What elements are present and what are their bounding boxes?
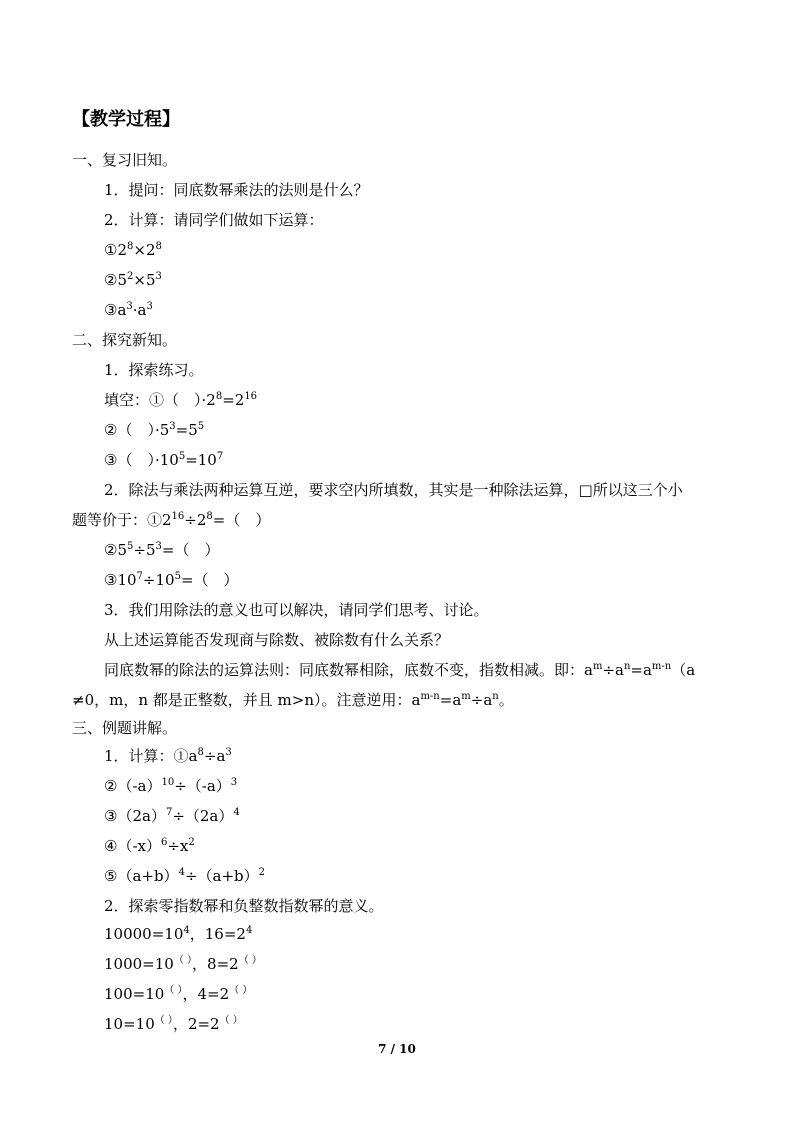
text-segment: ÷a [602, 661, 624, 679]
text-line [104, 836, 195, 856]
text-segment: ·a [132, 301, 147, 319]
exponent: （ ） [229, 985, 253, 996]
text-segment: 100=10 [104, 985, 165, 1003]
exponent: 3 [126, 301, 133, 312]
text-segment: ②5 [104, 271, 127, 289]
text-segment: ③（ ）·10 [104, 451, 179, 469]
exponent: 4 [183, 925, 190, 936]
text-segment: =10 [185, 451, 217, 469]
text-segment: 10000=10 [104, 925, 184, 943]
exponent: 6 [160, 837, 168, 848]
exponent: 5 [174, 571, 181, 582]
text-line [104, 806, 240, 826]
text-segment: ×2 [133, 241, 156, 259]
text-line [104, 570, 239, 590]
text-segment: ②（ ）·5 [104, 421, 170, 439]
text-segment: ，8=2 [192, 955, 239, 973]
exponent: m-n [651, 661, 672, 672]
exponent: 3 [146, 301, 153, 312]
exponent: m [592, 661, 603, 672]
exponent: 7 [216, 451, 224, 462]
text-line [104, 776, 237, 796]
exponent: 5 [178, 451, 186, 462]
text-line [72, 150, 177, 170]
exponent: 16 [244, 391, 258, 402]
text-line [104, 180, 369, 200]
text-segment: =（ ） [212, 511, 271, 529]
text-segment: ③（2a） [104, 807, 166, 825]
text-segment: 2．计算：请同学们做如下运算： [104, 211, 324, 229]
text-segment: ①2 [104, 241, 127, 259]
exponent: 2 [258, 867, 265, 878]
text-segment: =（ ） [161, 541, 220, 559]
text-line [104, 746, 232, 766]
text-segment: 从上述运算能否发现商与除数、被除数有什么关系？ [104, 631, 450, 649]
text-segment: ②5 [104, 541, 127, 559]
text-segment: ÷2 [184, 511, 207, 529]
exponent: 7 [136, 571, 143, 582]
text-line [104, 954, 262, 974]
exponent: 8 [127, 241, 134, 252]
text-segment: ，2=2 [172, 1015, 220, 1033]
text-line [104, 450, 223, 470]
text-segment: ÷（-a） [174, 777, 231, 795]
text-segment: 10=10 [104, 1015, 155, 1033]
text-segment: =2 [222, 391, 245, 409]
exponent: 8 [155, 241, 162, 252]
exponent: （ ） [154, 1015, 173, 1026]
text-line [104, 924, 252, 944]
text-segment: ÷5 [133, 541, 156, 559]
text-line [104, 866, 265, 886]
text-line [72, 690, 514, 710]
exponent: 3 [230, 777, 238, 788]
text-segment: 同底数幂的除法的运算法则：同底数幂相除，底数不变，指数相减。即：a [104, 661, 593, 679]
exponent: 8 [215, 391, 223, 402]
text-segment: 。 [498, 691, 514, 709]
text-segment: ④（-x） [104, 837, 161, 855]
exponent: 4 [233, 807, 240, 818]
text-segment: ，4=2 [182, 985, 230, 1003]
text-segment: ÷a [470, 691, 493, 709]
text-line [104, 240, 162, 260]
text-line [104, 480, 683, 500]
text-line [104, 390, 257, 410]
exponent: 3 [225, 747, 232, 758]
text-line [72, 510, 270, 530]
text-line [104, 210, 324, 230]
text-segment: 2．探索零指数幂和负整数指数幂的意义。 [104, 897, 384, 915]
text-segment: ，16=2 [189, 925, 246, 943]
text-line [104, 270, 162, 290]
exponent: 5 [127, 541, 134, 552]
text-line [104, 360, 204, 380]
text-line [104, 630, 449, 650]
exponent: （ ） [238, 955, 262, 966]
exponent: 8 [206, 511, 213, 522]
text-line [104, 420, 204, 440]
exponent: m-n [420, 691, 440, 702]
text-segment: 一、复习旧知。 [72, 151, 178, 169]
exponent: 3 [155, 541, 162, 552]
text-line [104, 300, 153, 320]
exponent: 10 [161, 777, 175, 788]
text-line [104, 540, 219, 560]
exponent: 2 [127, 271, 134, 282]
text-line [104, 600, 489, 620]
text-segment: =a [439, 691, 462, 709]
text-line [72, 330, 177, 350]
text-segment: ③10 [104, 571, 137, 589]
text-segment: ÷10 [142, 571, 175, 589]
text-line [104, 660, 695, 680]
exponent: （ ） [164, 985, 183, 996]
section-title: 【教学过程】 [72, 109, 180, 130]
exponent: 4 [178, 867, 185, 878]
text-line [72, 718, 177, 738]
text-segment: ÷（2a） [172, 807, 234, 825]
text-segment: 1．提问：同底数幂乘法的法则是什么？ [104, 181, 369, 199]
exponent: 16 [171, 511, 185, 522]
text-line [104, 1014, 243, 1034]
text-segment: （a [671, 661, 696, 679]
exponent: 5 [197, 421, 205, 432]
page-number: 7 / 10 [378, 1042, 416, 1056]
exponent: （ ） [219, 1015, 243, 1026]
exponent: n [492, 691, 499, 702]
exponent: 2 [188, 837, 195, 848]
text-segment: =5 [175, 421, 198, 439]
exponent: n [623, 661, 631, 672]
text-segment: 2．除法与乘法两种运算互逆，要求空内所填数，其实是一种除法运算，□所以这三个小 [104, 481, 683, 499]
text-segment: 题等价于：①2 [72, 511, 172, 529]
text-segment: 三、例题讲解。 [72, 719, 178, 737]
text-segment: =a [630, 661, 652, 679]
text-segment: 二、探究新知。 [72, 331, 178, 349]
exponent: 3 [155, 271, 162, 282]
text-segment: =（ ） [180, 571, 239, 589]
text-segment: ÷（a+b） [184, 867, 259, 885]
text-segment: ②（-a） [104, 777, 162, 795]
text-segment: 3．我们用除法的意义也可以解决，请同学们思考、讨论。 [104, 601, 489, 619]
exponent: 4 [245, 925, 253, 936]
text-segment: ÷a [203, 747, 226, 765]
exponent: m [461, 691, 471, 702]
exponent: 3 [169, 421, 176, 432]
text-segment: 填空：①（ ）·2 [104, 391, 216, 409]
text-segment: 1．计算：①a [104, 747, 198, 765]
text-line [104, 896, 384, 916]
text-line [104, 984, 252, 1004]
exponent: 7 [165, 807, 173, 818]
text-segment: ×5 [133, 271, 156, 289]
text-segment: ③a [104, 301, 127, 319]
text-segment: 1．探索练习。 [104, 361, 204, 379]
exponent: 8 [197, 747, 204, 758]
text-segment: ÷x [167, 837, 189, 855]
exponent: （ ） [173, 955, 193, 966]
text-segment: 1000=10 [104, 955, 174, 973]
text-segment: ≠0，m，n 都是正整数，并且 m>n）。注意逆用：a [72, 691, 421, 709]
text-segment: ⑤（a+b） [104, 867, 179, 885]
